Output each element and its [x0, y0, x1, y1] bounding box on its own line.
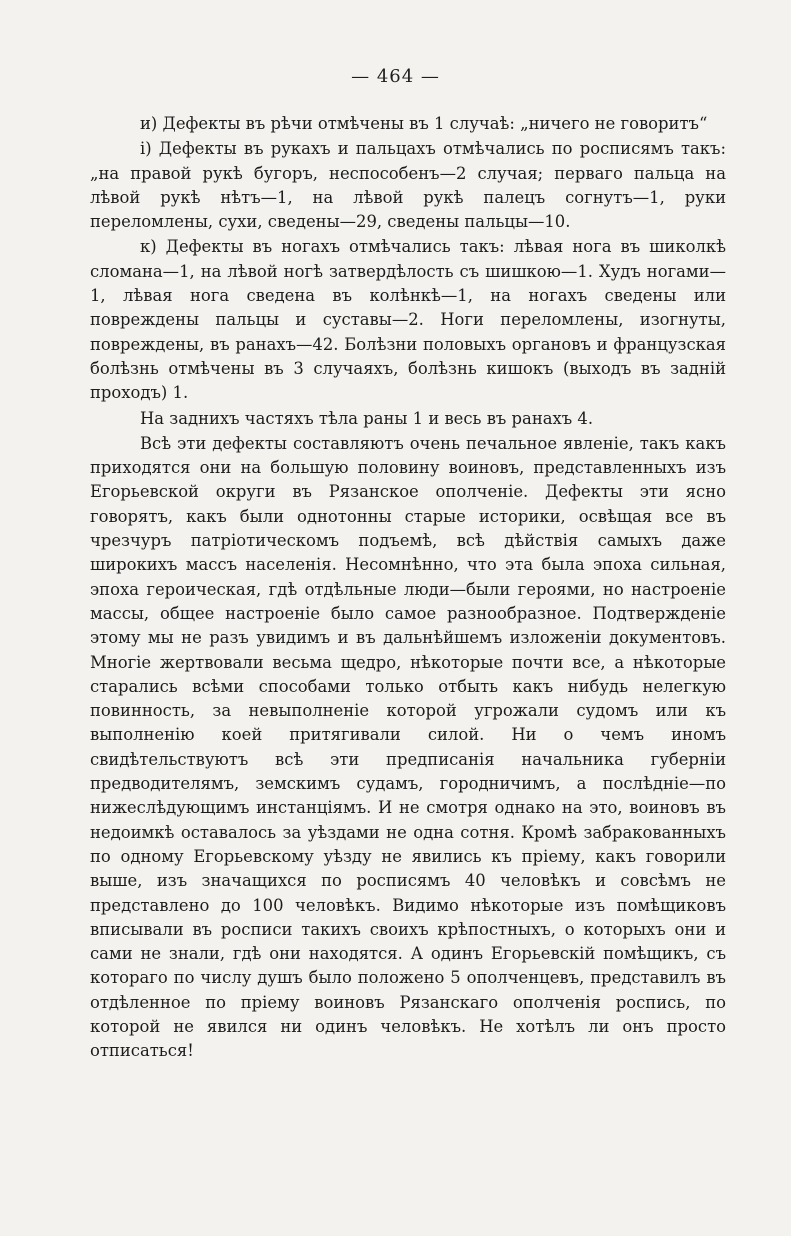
body-text [90, 112, 726, 1064]
paragraph-defects-speech: и) Дефекты въ рѣчи отмѣчены въ 1 случаѣ: „ничего не говоритъ“ [140, 114, 708, 133]
paragraph-conclusion: Всѣ эти дефекты составляютъ очень печальное явленіе, такъ какъ приходятся они на большую половину воиновъ, представленныхъ изъ Егорьевской округи въ Рязанское ополченіе. Дефекты эти ясно говорятъ, какъ были однотонны старые историки, освѣщая все въ чрезчуръ патріотическомъ подъемѣ, всѣ дѣйствія самыхъ даже широкихъ массъ населенія. Несомнѣнно, что эта была эпоха сильная, эпоха героическая, гдѣ отдѣльные люди—были героями, но настроеніе массы, общее настроеніе было самое разнообразное. Подтвержденіе этому мы не разъ увидимъ и въ дальнѣйшемъ изложеніи документовъ. Многіе жертвовали весьма щедро, нѣкоторые почти все, а нѣкоторые старались всѣми способами только отбыть какъ нибудь нелегкую повинность, за невыполненіе которой угрожали судомъ или къ выполненію коей притягивали силой. Ни о чемъ иномъ свидѣтельствуютъ всѣ эти предписанія начальника губерніи предводителямъ, земскимъ судамъ, городничимъ, а послѣдніе—по нижеслѣдующимъ инстанціямъ. И не смотря однако на это, воиновъ въ недоимкѣ оставалось за уѣздами не одна сотня. Кромѣ забракованныхъ по одному Егорьевскому уѣзду не явились къ пріему, какъ говорили выше, изъ значащихся по росписямъ 40 человѣкъ и совсѣмъ не представлено до 100 человѣкъ. Видимо нѣкоторые изъ помѣщиковъ вписывали въ росписи такихъ своихъ крѣпостныхъ, о которыхъ они и сами не знали, гдѣ они находятся. А одинъ Егорьевскій помѣщикъ, съ котораго по числу душъ было положено 5 ополченцевъ, представилъ въ отдѣленное по пріему воиновъ Рязанскаго ополченія роспись, по которой не явился ни одинъ человѣкъ. Не хотѣлъ ли онъ просто отписаться! [90, 433, 726, 1061]
paragraph-defects-hands: і) Дефекты въ рукахъ и пальцахъ отмѣчались по росписямъ такъ: „на правой рукѣ бугоръ, неспособенъ—2 случая; перваго пальца на лѣвой рукѣ нѣтъ—1, на лѣвой рукѣ палецъ согнутъ—1, руки переломлены, сухи, сведены—29, сведены пальцы—10. [90, 139, 726, 232]
page-number: — 464 — [351, 66, 440, 87]
paragraph-wounds: На заднихъ частяхъ тѣла раны 1 и весь въ ранахъ 4. [140, 408, 594, 428]
paragraph-defects-legs: к) Дефекты въ ногахъ отмѣчались такъ: лѣвая нога въ шиколкѣ сломана—1, на лѣвой ногѣ затвердѣлость съ шишкою—1. Худъ ногами—1, лѣвая нога сведена въ колѣнкѣ—1, на ногахъ сведены или повреждены пальцы и суставы—2. Ноги переломлены, изогнуты, повреждены, въ ранахъ—42. Болѣзни половыхъ органовъ и французская болѣзнь отмѣчены въ 3 случаяхъ, болѣзнь кишокъ (выходъ въ заднiй проходъ) 1. [90, 237, 726, 403]
